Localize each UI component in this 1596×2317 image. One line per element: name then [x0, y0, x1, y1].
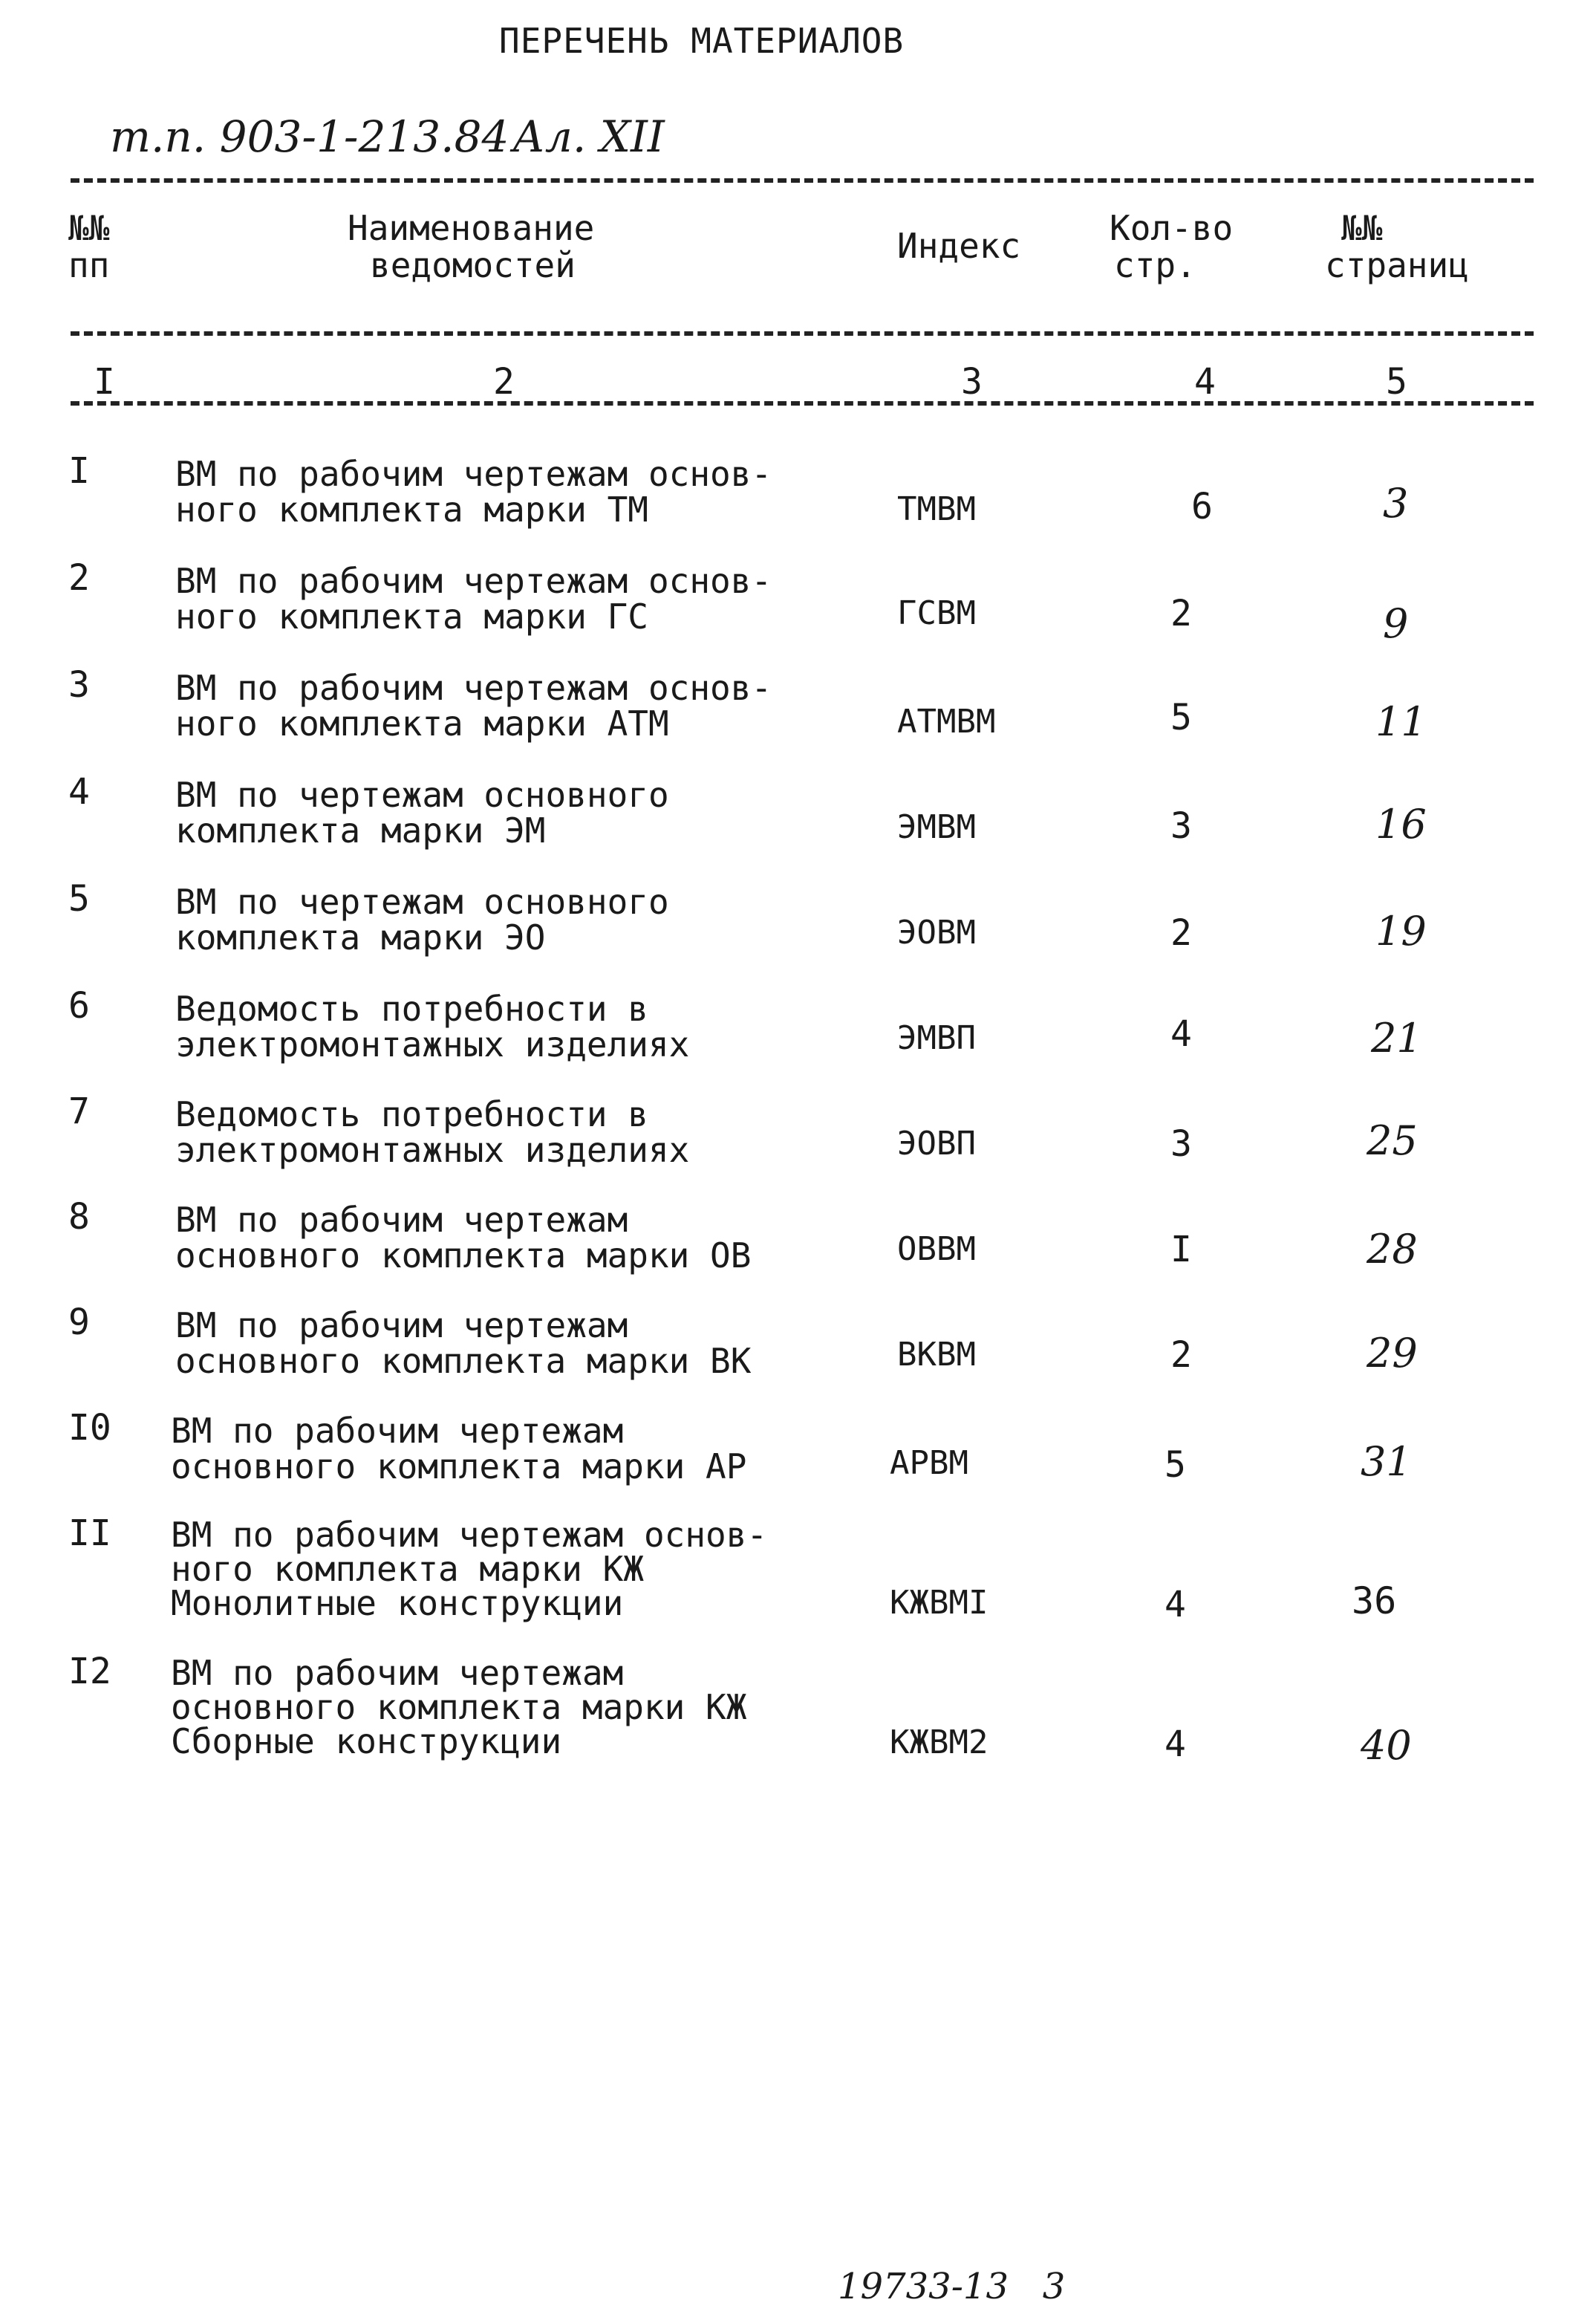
row-index: КЖВМI — [890, 1584, 988, 1622]
row-page: 16 — [1375, 801, 1427, 848]
divider-column-numbers — [71, 401, 1534, 406]
header-name-line1: Наименование — [348, 208, 595, 248]
row-number: II — [68, 1512, 111, 1554]
page-title: ПЕРЕЧЕНЬ МАТЕРИАЛОВ — [499, 21, 905, 61]
row-number: 4 — [68, 771, 90, 813]
row-name-line1: ВМ по чертежам основного — [175, 775, 669, 815]
row-name-line1: ВМ по рабочим чертежам основ- — [175, 454, 772, 494]
row-page: 28 — [1367, 1226, 1418, 1273]
row-count: I — [1170, 1229, 1192, 1270]
document-sheet: Ал. XII — [512, 111, 665, 162]
row-number: 5 — [68, 878, 90, 920]
row-number: 3 — [68, 664, 90, 706]
row-index: КЖВМ2 — [890, 1723, 988, 1761]
row-number: 9 — [68, 1302, 90, 1343]
row-page: 21 — [1371, 1015, 1422, 1062]
row-name-line2: комплекта марки ЭО — [175, 917, 546, 958]
document-code: т.п. 903-1-213.84 — [110, 111, 509, 162]
row-name-line3: Сборные конструкции — [171, 1721, 562, 1761]
row-name-line1: ВМ по рабочим чертежам основ- — [175, 561, 772, 601]
row-name-line2: электромонтажных изделиях — [175, 1024, 690, 1065]
row-index: ОВВМ — [897, 1230, 976, 1268]
row-count: 3 — [1170, 805, 1192, 847]
header-count-line1: Кол-во — [1110, 208, 1234, 248]
column-number-3: 3 — [961, 361, 983, 403]
row-page: 11 — [1375, 698, 1427, 745]
header-pages-line2: страниц — [1325, 245, 1469, 285]
row-page: 36 — [1352, 1579, 1397, 1622]
row-count: 4 — [1165, 1723, 1186, 1765]
row-number: 8 — [68, 1196, 90, 1238]
row-index: ЭМВМ — [897, 808, 976, 846]
row-name-line1: Ведомость потребности в — [175, 1094, 648, 1134]
row-index: ЭМВП — [897, 1019, 976, 1057]
row-name-line2: ного комплекта марки ГС — [175, 597, 648, 637]
header-no-line2: пп — [68, 245, 110, 285]
row-name-line1: Ведомость потребности в — [175, 989, 648, 1029]
divider-header — [71, 331, 1534, 336]
row-number: I — [68, 450, 90, 492]
row-name-line3: Монолитные конструкции — [171, 1583, 624, 1623]
row-name-line1: ВМ по рабочим чертежам — [175, 1200, 628, 1240]
row-name-line2: комплекта марки ЭМ — [175, 810, 546, 851]
row-count: 4 — [1170, 1013, 1192, 1055]
row-index: ЭОВМ — [897, 914, 976, 952]
row-count: 3 — [1170, 1123, 1192, 1165]
row-name-line1: ВМ по рабочим чертежам основ- — [175, 668, 772, 708]
row-index: АТМВМ — [897, 703, 996, 741]
row-name-line2: основного комплекта марки ОВ — [175, 1235, 752, 1276]
column-number-2: 2 — [493, 361, 515, 403]
column-number-1: I — [94, 361, 115, 403]
row-name-line1: ВМ по рабочим чертежам — [175, 1305, 628, 1345]
row-name-line2: ного комплекта марки КЖ — [171, 1549, 644, 1589]
row-index: АРВМ — [890, 1444, 968, 1482]
row-name-line2: электромонтажных изделиях — [175, 1130, 690, 1170]
row-number: 2 — [68, 557, 90, 599]
row-number: 6 — [68, 985, 90, 1027]
row-name-line2: ного комплекта марки ТМ — [175, 490, 648, 530]
row-name-line2: ного комплекта марки АТМ — [175, 703, 669, 744]
row-number: I0 — [68, 1407, 111, 1449]
row-name-line2: основного комплекта марки ВК — [175, 1341, 752, 1381]
header-count-line2: стр. — [1114, 245, 1196, 285]
header-index: Индекс — [897, 226, 1021, 266]
row-count: 6 — [1191, 486, 1213, 527]
row-index: ТМВМ — [897, 490, 976, 528]
row-page: 31 — [1361, 1438, 1412, 1485]
row-name-line1: ВМ по рабочим чертежам — [171, 1653, 624, 1693]
row-name-line2: основного комплекта марки КЖ — [171, 1687, 747, 1727]
row-count: 2 — [1170, 593, 1192, 634]
row-index: ВКВМ — [897, 1336, 976, 1374]
divider-top — [71, 178, 1534, 183]
row-count: 2 — [1170, 912, 1192, 954]
row-page: 40 — [1361, 1722, 1412, 1769]
column-number-5: 5 — [1386, 361, 1407, 403]
row-number: I2 — [68, 1651, 111, 1692]
row-name-line1: ВМ по рабочим чертежам основ- — [171, 1515, 768, 1555]
row-index: ГСВМ — [897, 594, 976, 632]
row-page: 25 — [1367, 1117, 1418, 1164]
header-no-line1: №№ — [68, 208, 110, 248]
row-count: 2 — [1170, 1334, 1192, 1376]
header-pages-line1: №№ — [1341, 208, 1383, 248]
header-name-line2: ведомостей — [370, 245, 576, 285]
row-page: 9 — [1383, 600, 1409, 647]
row-number: 7 — [68, 1091, 90, 1132]
column-number-4: 4 — [1194, 361, 1216, 403]
row-count: 4 — [1165, 1584, 1186, 1625]
footer-code: 19733-13 3 — [838, 2266, 1066, 2307]
row-index: ЭОВП — [897, 1125, 976, 1163]
row-page: 19 — [1375, 908, 1427, 955]
row-page: 3 — [1383, 480, 1409, 527]
row-count: 5 — [1165, 1444, 1186, 1486]
row-page: 29 — [1367, 1330, 1418, 1377]
row-name-line1: ВМ по рабочим чертежам — [171, 1411, 624, 1451]
row-name-line2: основного комплекта марки АР — [171, 1446, 747, 1486]
row-name-line1: ВМ по чертежам основного — [175, 882, 669, 922]
row-count: 5 — [1170, 697, 1192, 738]
